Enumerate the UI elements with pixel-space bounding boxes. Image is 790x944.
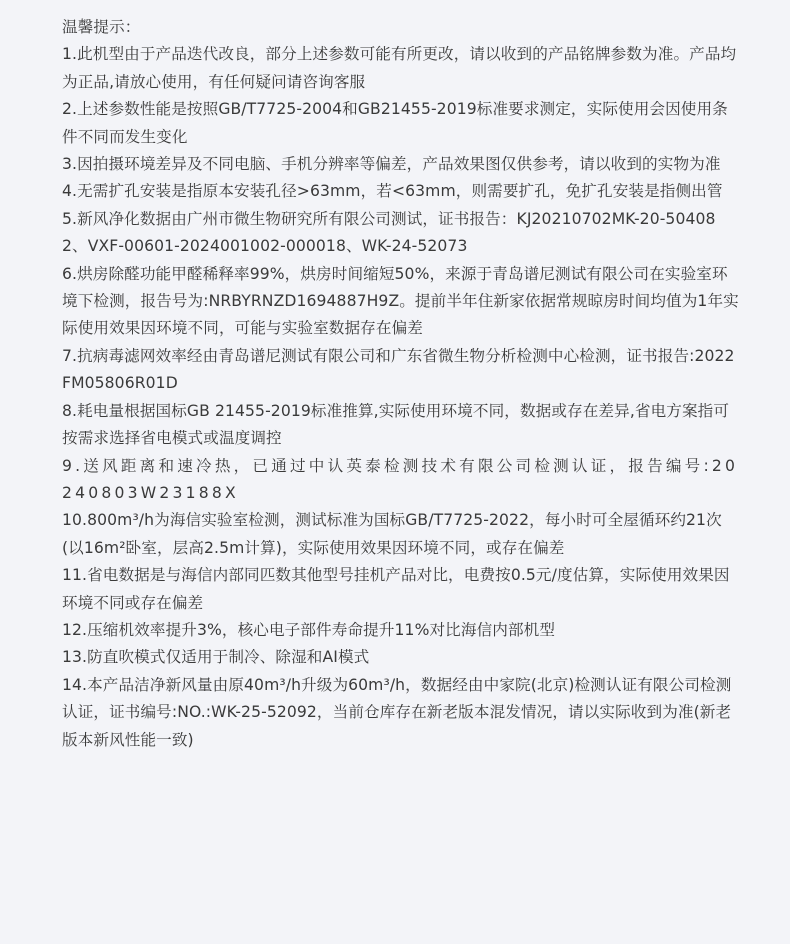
notice-item-6: 6.烘房除醛功能甲醛稀释率99%，烘房时间缩短50%，来源于青岛谱尼测试有限公司在实验室环境下检测，报告号为:NRBYRNZD1694887H9Z。提前半年住新家依据常规晾房时间均值为1年实际使用效果因环境不同，可能与实验室数据存在偏差 <box>62 264 739 338</box>
notice-item-12: 12.压缩机效率提升3%，核心电子部件寿命提升11%对比海信内部机型 <box>62 620 556 639</box>
notice-title: 温馨提示： <box>62 18 141 36</box>
notice-item-5: 5.新风净化数据由广州市微生物研究所有限公司测试，证书报告：KJ20210702MK-20-504082、VXF-00601-2024001002-000018、WK-24-52073 <box>62 209 716 256</box>
notice-item-1: 1.此机型由于产品迭代改良，部分上述参数可能有所更改，请以收到的产品铭牌参数为准。产品均为正品,请放心使用，有任何疑问请咨询客服 <box>62 45 737 91</box>
notice-item-8: 8.耗电量根据国标GB 21455-2019标准推算,实际使用环境不同，数据或存在差异,省电方案指可按需求选择省电模式或温度调控 <box>62 401 730 448</box>
notice-item-3: 3.因拍摄环境差异及不同电脑、手机分辨率等偏差，产品效果图仅供参考，请以收到的实物为准 <box>62 155 721 174</box>
notice-section <box>62 14 740 754</box>
notice-item-2: 2.上述参数性能是按照GB/T7725-2004和GB21455-2019标准要求测定，实际使用会因使用条件不同而发生变化 <box>62 100 728 146</box>
notice-item-4: 4.无需扩孔安装是指原本安装孔径>63mm，若<63mm，则需要扩孔，免扩孔安装是指侧出管 <box>62 182 723 201</box>
notice-item-11: 11.省电数据是与海信内部同匹数其他型号挂机产品对比，电费按0.5元/度估算，实际使用效果因环境不同或存在偏差 <box>62 566 730 612</box>
notice-item-7: 7.抗病毒滤网效率经由青岛谱尼测试有限公司和广东省微生物分析检测中心检测，证书报告:2022FM05806R01D <box>62 346 735 393</box>
notice-item-14: 14.本产品洁净新风量由原40m³/h升级为60m³/h，数据经由中家院(北京)检测认证有限公司检测认证，证书编号:NO.:WK-25-52092，当前仓库存在新老版本混发情况，请以实际收到为准(新老版本新风性能一致) <box>62 675 732 749</box>
notice-item-10: 10.800m³/h为海信实验室检测，测试标准为国标GB/T7725-2022，每小时可全屋循环约21次(以16m²卧室，层高2.5m计算)，实际使用效果因环境不同，或存在偏差 <box>62 511 722 557</box>
notice-item-9: 9.送风距离和速冷热，已通过中认英泰检测技术有限公司检测认证，报告编号:20240803W23188X <box>62 456 739 502</box>
notice-item-13: 13.防直吹模式仅适用于制冷、除湿和AI模式 <box>62 648 370 667</box>
